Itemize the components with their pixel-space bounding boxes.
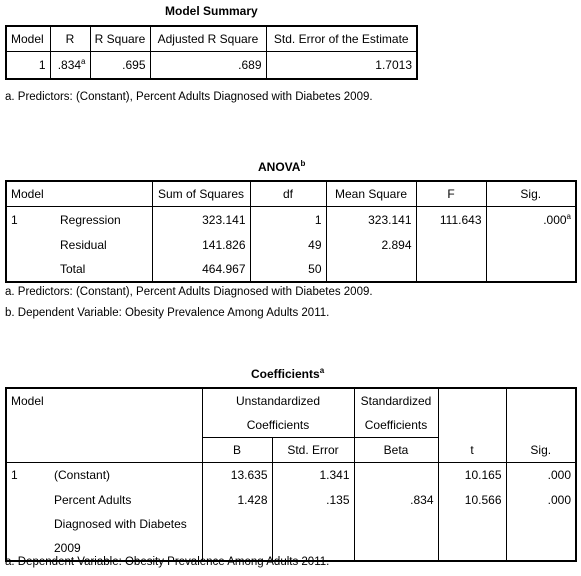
header-adjusted-r-square: Adjusted R Square [150,26,266,52]
cell-model: 1 [6,207,56,233]
anova-title: ANOVA$^b$ [258,159,306,174]
cell-b-constant: 13.635 [202,463,272,488]
cell-ms-residual: 2.894 [326,233,416,257]
header-df: df [250,181,326,207]
coefficients-table [5,387,577,562]
cell-empty [6,413,202,438]
table-row [6,233,576,257]
cell-empty [416,233,486,257]
cell-se-constant: 1.341 [272,463,354,488]
cell-empty [438,388,506,413]
table-header-row [6,388,576,413]
cell-label-predictor-line3: 2009 [50,536,202,561]
cell-empty [326,257,416,282]
header-sum-of-squares: Sum of Squares [152,181,250,207]
coefficients-title: Coefficients$^a$ [251,366,325,381]
header-unstandardized: Unstandardized [202,388,354,413]
cell-beta-predictor: .834 [354,488,438,512]
cell-empty [6,438,202,463]
cell-sig-regression: .000$^a$ [486,207,576,233]
header-t: t [438,438,506,463]
cell-ss-total: 464.967 [152,257,250,282]
table-row [6,207,576,233]
header-standardized: Standardized [354,388,438,413]
cell-df-regression: 1 [250,207,326,233]
model-summary-title: Model Summary [165,4,258,18]
header-std-error-estimate: Std. Error of the Estimate [266,26,417,52]
model-summary-note-a: a. Predictors: (Constant), Percent Adults Diagnosed with Diabetes 2009. [5,91,373,103]
table-header-row [6,181,576,207]
header-coefficients-unstd: Coefficients [202,413,354,438]
table-header-row [6,438,576,463]
anova-table [5,180,577,283]
cell-ms-regression: 323.141 [326,207,416,233]
cell-label-predictor-line2: Diagnosed with Diabetes [50,512,202,536]
header-f: F [416,181,486,207]
cell-empty [486,233,576,257]
cell-empty [6,257,56,282]
cell-df-residual: 49 [250,233,326,257]
table-row [6,52,417,79]
header-model: Model [6,181,152,207]
cell-empty [438,536,506,561]
header-beta: Beta [354,438,438,463]
cell-label-constant: (Constant) [50,463,202,488]
cell-empty [506,388,576,413]
header-model: Model [6,388,202,413]
table-row [6,463,576,488]
header-b: B [202,438,272,463]
cell-f-regression: 111.643 [416,207,486,233]
coefficients-note-a: a. Dependent Variable: Obesity Prevalence Among Adults 2011. [5,556,330,568]
cell-model: 1 [6,52,50,79]
cell-empty [354,512,438,536]
model-summary-table [5,25,418,80]
cell-beta-constant [354,463,438,488]
header-r-square: R Square [90,26,150,52]
table-header-row [6,26,417,52]
cell-label-total: Total [56,257,152,282]
cell-empty [438,413,506,438]
header-sig: Sig. [506,438,576,463]
cell-empty [354,536,438,561]
table-row [6,488,576,512]
cell-se-predictor: .135 [272,488,354,512]
cell-sig-predictor: .000 [506,488,576,512]
cell-empty [202,512,272,536]
anova-note-a: a. Predictors: (Constant), Percent Adults Diagnosed with Diabetes 2009. [5,286,373,298]
cell-label-residual: Residual [56,233,152,257]
table-header-row [6,413,576,438]
cell-empty [416,257,486,282]
table-row [6,512,576,536]
cell-empty [6,488,50,512]
cell-r: .834$^a$ [50,52,90,79]
cell-label-predictor-line1: Percent Adults [50,488,202,512]
cell-model: 1 [6,463,50,488]
cell-t-constant: 10.165 [438,463,506,488]
cell-empty [6,512,50,536]
cell-t-predictor: 10.566 [438,488,506,512]
header-std-error: Std. Error [272,438,354,463]
anova-note-b: b. Dependent Variable: Obesity Prevalence Among Adults 2011. [5,307,330,319]
cell-adjusted-r-square: .689 [150,52,266,79]
header-coefficients-std: Coefficients [354,413,438,438]
cell-empty [272,512,354,536]
cell-ss-residual: 141.826 [152,233,250,257]
cell-sig-constant: .000 [506,463,576,488]
header-model: Model [6,26,50,52]
header-mean-square: Mean Square [326,181,416,207]
cell-label-regression: Regression [56,207,152,233]
cell-empty [6,233,56,257]
cell-std-error: 1.7013 [266,52,417,79]
cell-empty [438,512,506,536]
cell-empty [506,536,576,561]
table-row [6,257,576,282]
cell-df-total: 50 [250,257,326,282]
header-r: R [50,26,90,52]
cell-empty [506,413,576,438]
cell-empty [506,512,576,536]
cell-empty [486,257,576,282]
header-sig: Sig. [486,181,576,207]
cell-r-square: .695 [90,52,150,79]
cell-b-predictor: 1.428 [202,488,272,512]
cell-ss-regression: 323.141 [152,207,250,233]
